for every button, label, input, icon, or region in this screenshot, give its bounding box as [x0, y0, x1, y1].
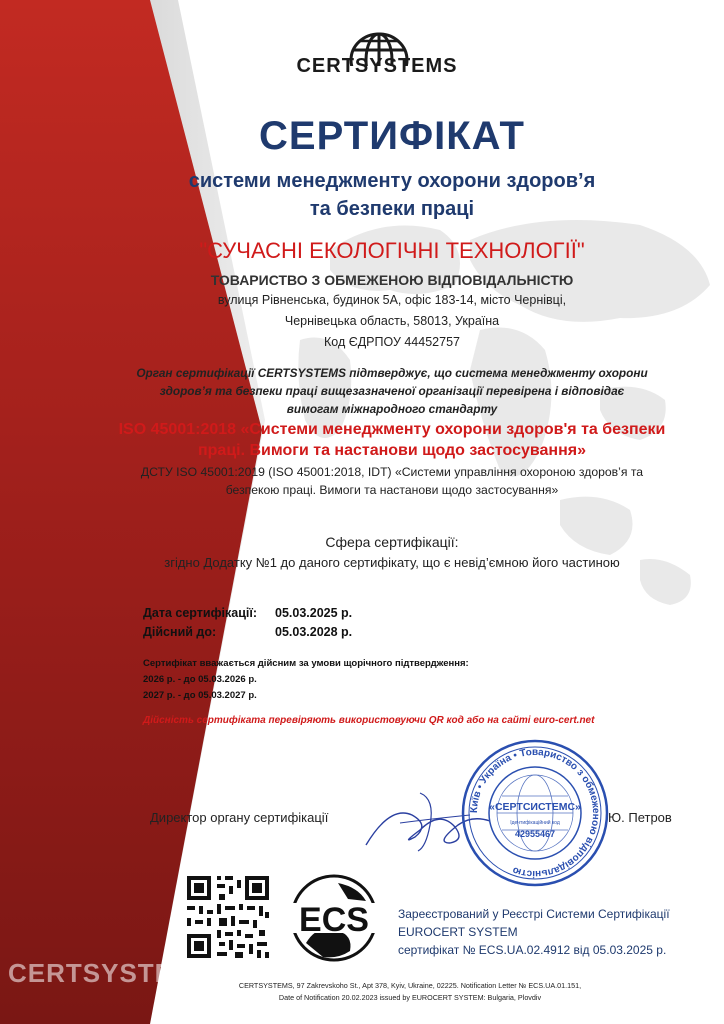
stamp-center-name: «СЕРТСИСТЕМС» [489, 801, 581, 813]
registry-line-3: сертифікат № ECS.UA.02.4912 від 05.03.2025 р. [398, 943, 667, 957]
statement-line-3: вимогам міжнародного стандарту [286, 402, 498, 416]
validity-condition: Сертифікат вважається дійсним за умови щорічного підтвердження: [143, 658, 469, 669]
logo-text: CERTSYSTEMS [296, 55, 458, 77]
cert-date-label: Дата сертифікації: [143, 606, 258, 620]
watermark-text: CERTSYSTEMS [8, 958, 215, 988]
stamp-ring-text: Київ • Україна • Товариство з обмеженою відповідальністю [468, 746, 602, 880]
validity-item-2: 2027 р. - до 05.03.2027 р. [143, 690, 257, 701]
validity-item-1: 2026 р. - до 05.03.2026 р. [143, 674, 257, 685]
scope-title: Сфера сертифікації: [325, 534, 459, 550]
statement-line-1: Орган сертифікації CERTSYSTEMS підтверджує, що система менеджменту охорони [136, 366, 648, 380]
company-address-line-2: Чернівецька область, 58013, Україна [284, 314, 500, 328]
company-edrpou: Код ЄДРПОУ 44452757 [324, 335, 460, 349]
dstu-line-1: ДСТУ ISO 45001:2019 (ISO 45001:2018, IDT) «Системи управління охороною здоров’я та [140, 465, 644, 479]
valid-until-label: Дійсний до: [143, 625, 217, 639]
registry-line-2: EUROCERT SYSTEM [398, 925, 518, 939]
statement-line-2: здоров’я та безпеки праці вищезазначеної організації перевірена і відповідає [159, 384, 625, 398]
stamp-id-label: Ідентифікаційний код [510, 820, 560, 826]
subtitle-line-2: та безпеки праці [309, 198, 475, 220]
stamp-id-code: 42955467 [514, 829, 556, 839]
registry-line-1: Зареєстрований у Реєстрі Системи Сертифікації [398, 907, 670, 921]
verify-notice: Дійсність сертифіката перевіряють використовуючи QR код або на сайті euro-cert.net [143, 715, 595, 726]
company-address-line-1: вулиця Рівненська, будинок 5А, офіс 183-14, місто Чернівці, [217, 293, 567, 307]
scope-text: згідно Додатку №1 до даного сертифікату, що є невід’ємною його частиною [164, 555, 620, 570]
standard-line-1: ISO 45001:2018 «Системи менеджменту охорони здоров'я та безпеки [118, 421, 666, 438]
valid-until-value: 05.03.2028 р. [275, 625, 353, 639]
company-name: "СУЧАСНІ ЕКОЛОГІЧНІ ТЕХНОЛОГІЇ" [199, 238, 585, 263]
ecs-logo-text: ECS [299, 901, 369, 939]
dstu-line-2: безпекою праці. Вимоги та настанови щодо застосування» [225, 483, 559, 497]
standard-line-2: праці. Вимоги та настанови щодо застосування» [197, 442, 586, 459]
director-label: Директор органу сертифікації [150, 810, 329, 825]
company-stamp [460, 738, 610, 888]
certificate-title: СЕРТИФІКАТ [259, 114, 525, 158]
footer-line-2: Date of Notification 20.02.2023 issued by EUROCERT SYSTEM: Bulgaria, Plovdiv [278, 993, 542, 1002]
director-name: Ю. Петров [608, 810, 672, 825]
subtitle-line-1: системи менеджменту охорони здоров’я [188, 170, 596, 192]
footer-line-1: CERTSYSTEMS, 97 Zakrevskoho St., Apt 378, Kyiv, Ukraine, 02225. Notification Letter № ECS.UA.01.151, [238, 981, 582, 990]
ecs-logo [278, 873, 390, 963]
qr-code-icon[interactable] [183, 872, 273, 962]
cert-date-value: 05.03.2025 р. [275, 606, 353, 620]
company-legal-form: ТОВАРИСТВО З ОБМЕЖЕНОЮ ВІДПОВІДАЛЬНІСТЮ [210, 272, 574, 288]
stamp-globe-icon [497, 775, 573, 851]
